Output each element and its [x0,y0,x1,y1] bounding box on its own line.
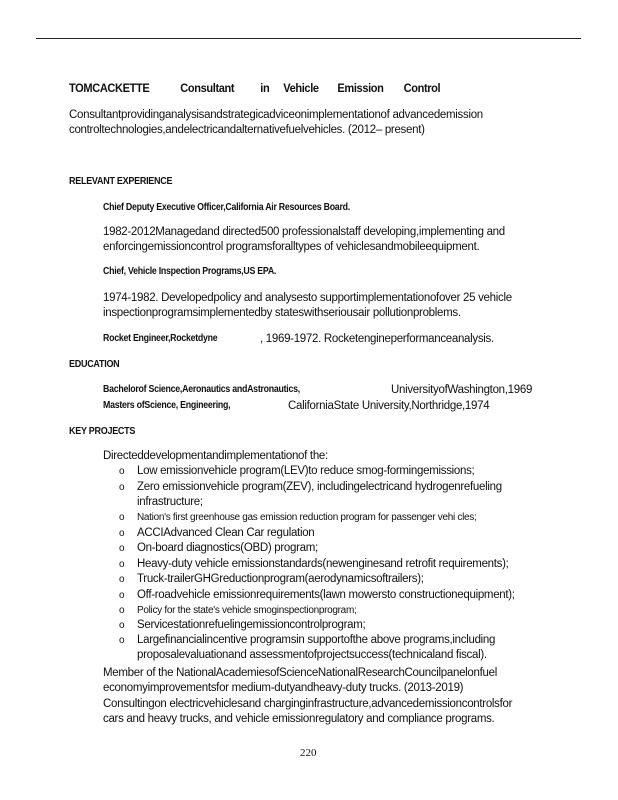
experience-description-line: enforcingemissioncontrol programsforalltypes of vehiclesandmobileequipment. [103,241,480,253]
page-number: 220 [300,747,317,759]
experience-description-line: 1974-1982. Developedpolicy and analysesto supportimplementationofover 25 vehicle [103,292,512,304]
education-heading: EDUCATION [69,359,120,370]
experience-description-line: inspectionprogramsimplementedby stateswithseriousair pollutionproblems. [103,307,461,319]
sub-bullet-icon: o [119,528,125,539]
sub-bullet-icon: o [119,512,125,523]
sub-bullet-icon: o [119,543,125,554]
degree-label: Masters ofScience, Engineering, [103,400,231,411]
project-subitem-line: Largefinancialincentive programsin supportofthe above programs,including [137,634,496,646]
experience-description-line: 1982-2012Managedand directed500 professionalstaff developing,implementing and [103,226,505,238]
project-line: economyimprovementsfor medium-dutyandheavy-duty trucks. (2013-2019) [103,682,464,694]
resume-header [69,81,440,95]
sub-bullet-icon: o [119,590,125,601]
projects-heading: KEY PROJECTS [69,426,136,437]
project-line: cars and heavy trucks, and vehicle emissionregulatory and compliance programs. [103,713,495,725]
sub-bullet-icon: o [119,574,125,585]
project-subitem-line: On-board diagnostics(OBD) program; [137,542,318,554]
title-word: Vehicle [283,81,319,95]
project-subitem-line: Zero emissionvehicle program(ZEV), includingelectricand hydrogenrefueling [137,481,502,493]
experience-heading: RELEVANT EXPERIENCE [69,176,173,187]
title-word: Emission [337,81,384,95]
degree-school: UniversityofWashington,1969 [391,384,533,396]
sub-bullet-icon: o [119,559,125,570]
top-rule [36,38,581,39]
degree-label: Bachelorof Science,Aeronautics andAstronautics, [103,384,300,395]
project-subitem-line: Policy for the state's vehicle smoginspectionprogram; [137,605,357,616]
degree-school: CaliforniaState University,Northridge,1974 [288,400,490,412]
sub-bullet-icon: o [119,620,125,631]
project-line: Member of the NationalAcademiesofScienceNationalResearchCouncilpanelonfuel [103,667,497,679]
project-line: Consultingon electricvehiclesand charginginfrastructure,advancedemissioncontrolsfor [103,698,513,710]
sub-bullet-icon: o [119,482,125,493]
project-subitem-line: Off-roadvehicle emissionrequirements(lawn mowersto constructionequipment); [137,589,515,601]
title-word: Consultant [180,81,235,95]
experience-role: Rocket Engineer,Rocketdyne [103,333,218,344]
title-word: in [260,81,270,95]
title-word: Control [403,81,441,95]
sub-bullet-icon: o [119,635,125,646]
project-subitem-line: Servicestationrefuelingemissioncontrolprogram; [137,619,366,631]
project-subitem-line: Low emissionvehicle program(LEV)to reduce smog-formingemissions; [137,465,475,477]
project-subitem-line: infrastructure; [137,496,203,508]
project-subitem-line: Heavy-duty vehicle emissionstandards(newenginesand retrofit requirements); [137,558,509,570]
project-subitem-line: proposalevaluationand assessmentofprojectsuccess(technicaland fiscal). [137,649,487,661]
experience-role: Chief Deputy Executive Officer,California Air Resources Board. [103,202,350,213]
experience-description-line: , 1969-1972. Rocketengineperformanceanalysis. [260,333,494,345]
project-subitem-line: Truck-trailerGHGreductionprogram(aerodynamicsoftrailers); [137,573,424,585]
person-name: TOMCACKETTE [69,81,150,95]
sub-bullet-icon: o [119,466,125,477]
project-subitem-line: Nation's first greenhouse gas emission reduction program for passenger vehi cles; [137,512,477,523]
summary-paragraph: Consultantprovidinganalysisandstrategicadviceonimplementationof advancedemission controltechnologies,andelectricandalternativefuelvehicles. (2012– present) [69,109,483,136]
project-subitem-line: ACCIAdvanced Clean Car regulation [137,527,315,539]
projects-intro: Directeddevelopmentandimplementationof the: [103,450,328,462]
sub-bullet-icon: o [119,605,125,616]
experience-role: Chief, Vehicle Inspection Programs,US EPA. [103,266,277,277]
